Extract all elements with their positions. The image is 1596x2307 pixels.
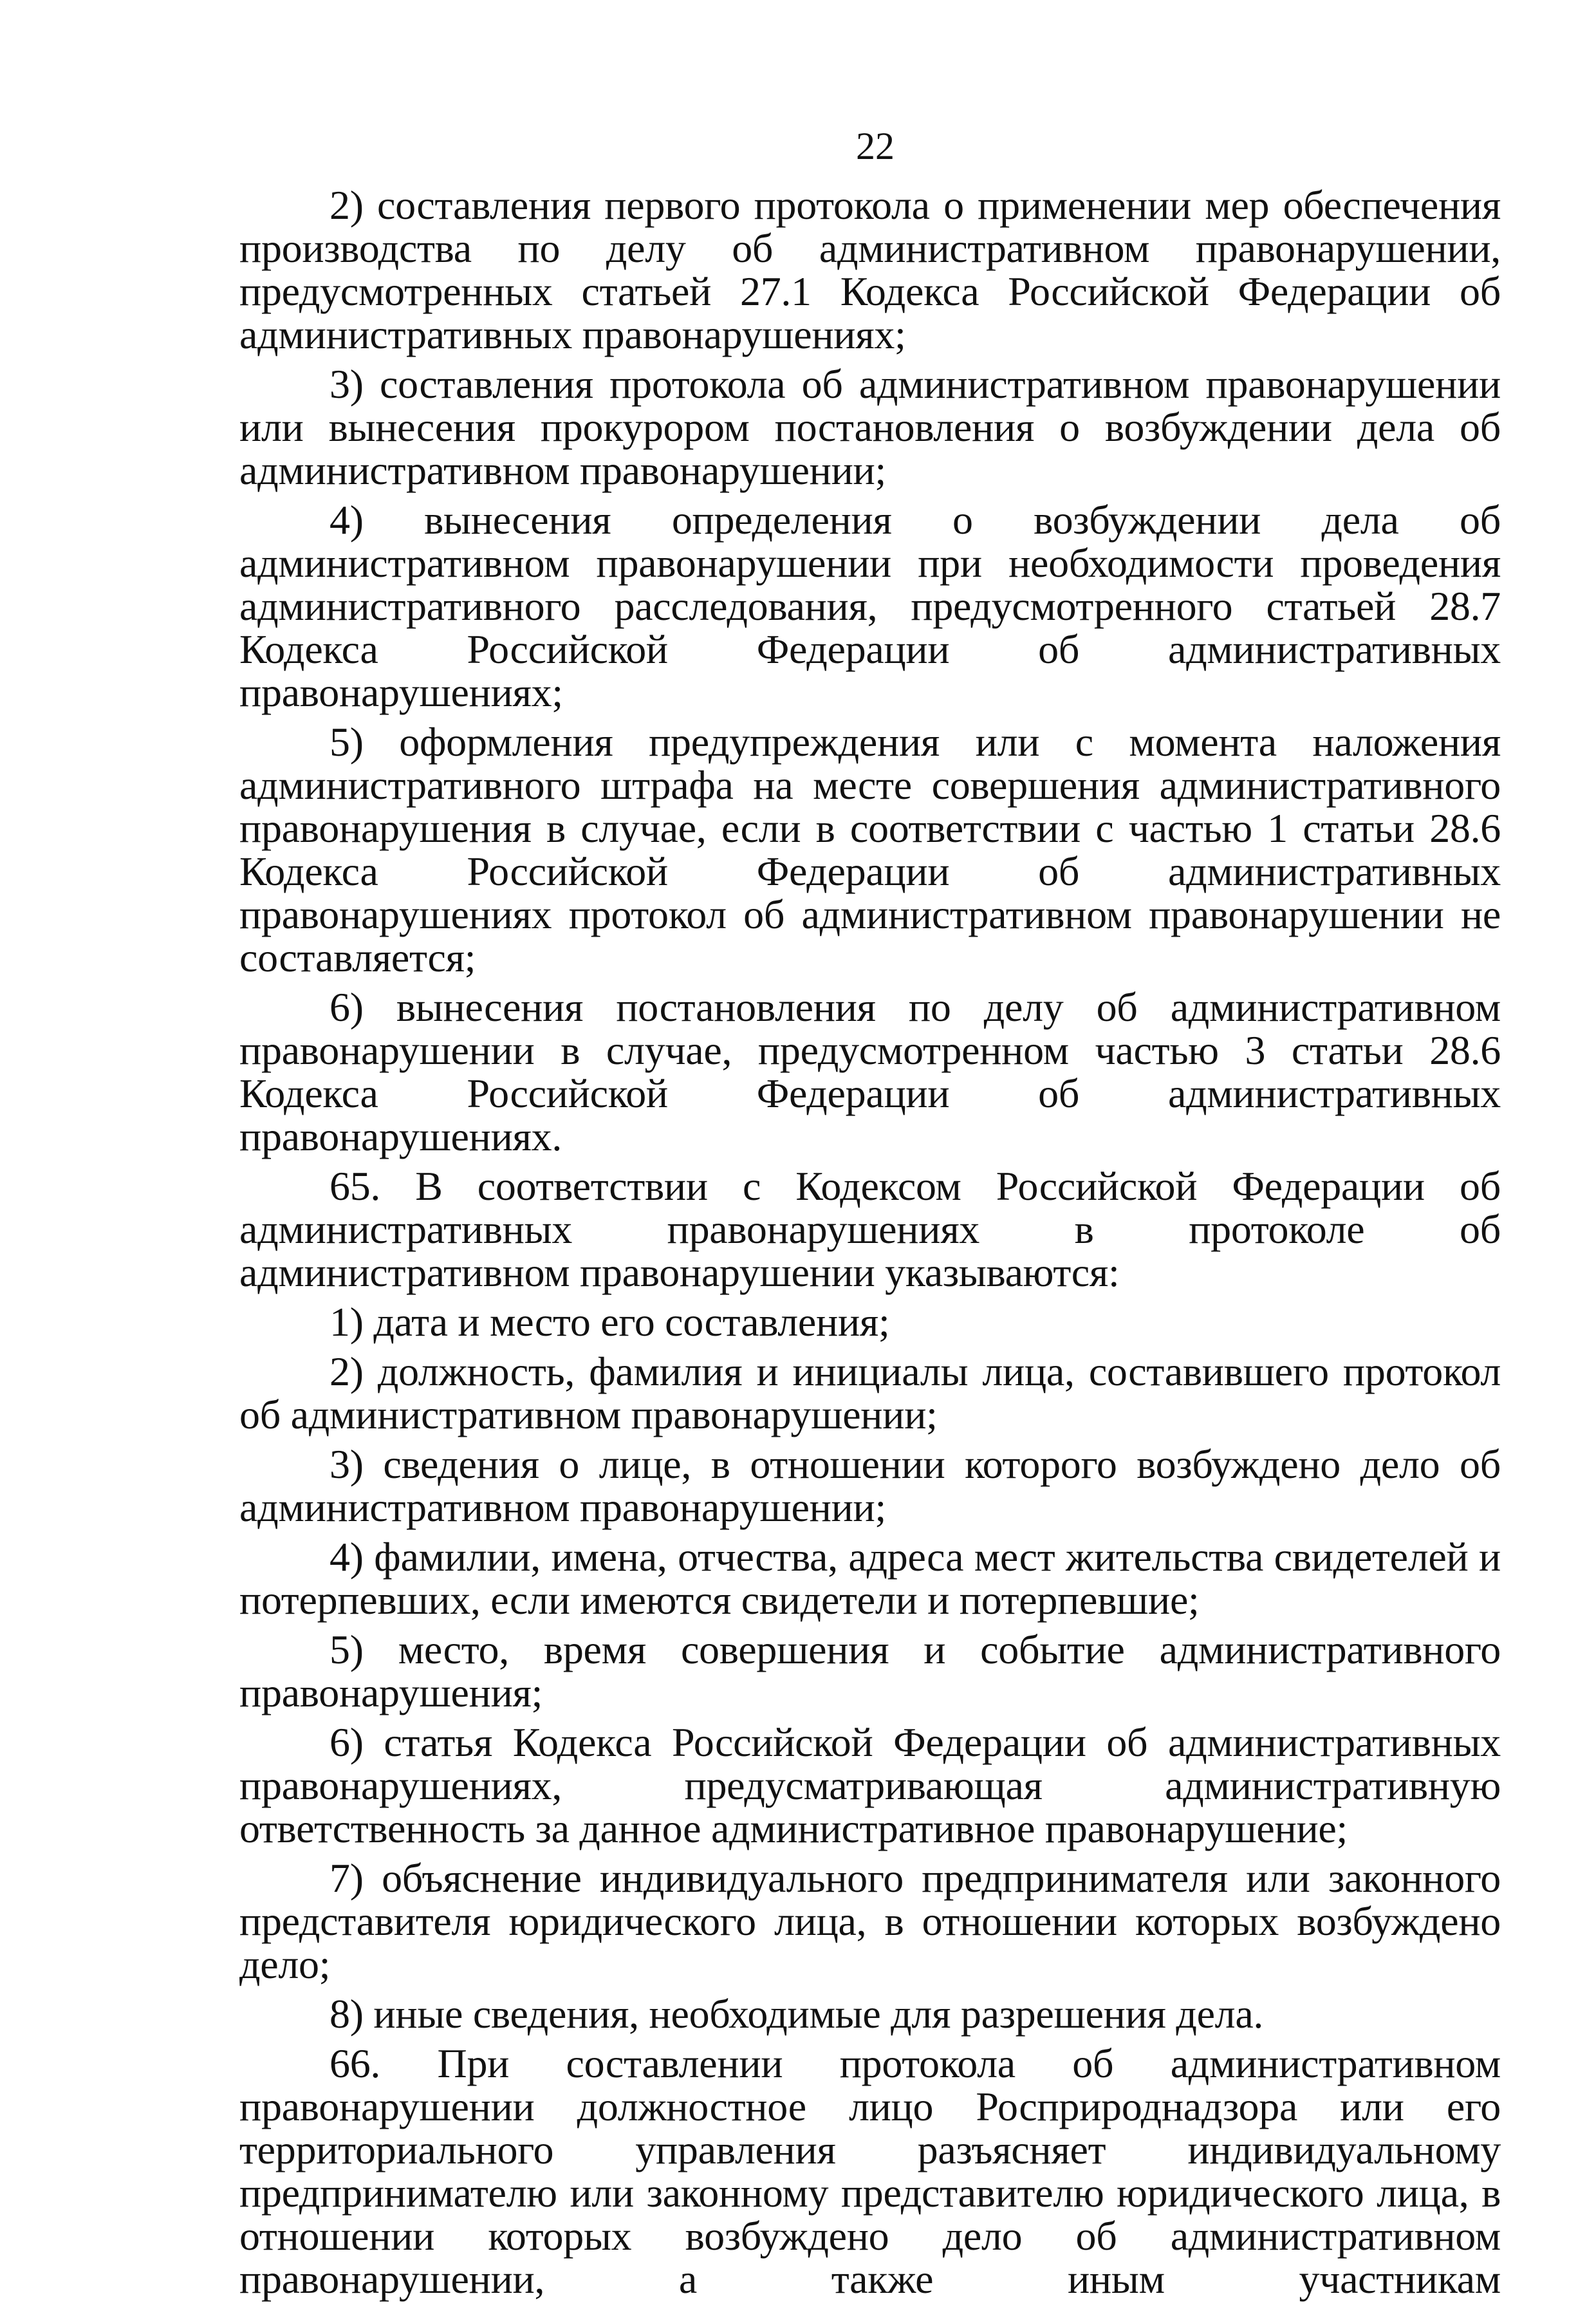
paragraph-65-intro: 65. В соответствии с Кодексом Российской Федерации об административных правонарушениях в протоколе об административном правонарушении указываются: [239,1163,1501,1295]
paragraph-64-item-2: 2) составления первого протокола о применении мер обеспечения производства по делу об административном правонарушении, предусмотренных статьей 27.1 Кодекса Российской Федерации об административных правонарушениях; [239,182,1501,357]
paragraph-64-item-6: 6) вынесения постановления по делу об административном правонарушении в случае, предусмотренном частью 3 статьи 28.6 Кодекса Российской Федерации об административных правонарушениях. [239,984,1501,1159]
paragraph-64-item-3: 3) составления протокола об административном правонарушении или вынесения прокурором постановления о возбуждении дела об административном правонарушении; [239,361,1501,493]
paragraph-64-item-5: 5) оформления предупреждения или с момента наложения административного штрафа на месте совершения административного правонарушения в случае, если в соответствии с частью 1 статьи 28.6 Кодекса Российской Федерации об административных правонарушениях протокол об административном правонарушении не составляется; [239,719,1501,980]
paragraph-65-item-3: 3) сведения о лице, в отношении которого возбуждено дело об административном правонарушении; [239,1441,1501,1530]
document-body [239,183,1501,2307]
page-number: 22 [856,125,895,167]
paragraph-65-item-2: 2) должность, фамилия и инициалы лица, составившего протокол об административном правонарушении; [239,1349,1501,1437]
paragraph-65-item-5: 5) место, время совершения и событие административного правонарушения; [239,1627,1501,1715]
paragraph-64-item-4: 4) вынесения определения о возбуждении дела об административном правонарушении при необходимости проведения административного расследования, предусмотренного статьей 28.7 Кодекса Российской Федерации об административных правонарушениях; [239,497,1501,715]
paragraph-65-item-7: 7) объяснение индивидуального предпринимателя или законного представителя юридического лица, в отношении которых возбуждено дело; [239,1855,1501,1987]
paragraph-66: 66. При составлении протокола об административном правонарушении должностное лицо Росприроднадзора или его территориального управления разъясняет индивидуальному предпринимателю или законному представителю юридического лица, в отношении которых возбуждено дело об административном правонарушении, а также иным участникам [239,2041,1501,2302]
paragraph-65-item-8: 8) иные сведения, необходимые для разрешения дела. [329,1991,1264,2037]
paragraph-65-item-4: 4) фамилии, имена, отчества, адреса мест жительства свидетелей и потерпевших, если имеются свидетели и потерпевшие; [239,1534,1501,1623]
paragraph-65-item-1: 1) дата и место его составления; [329,1299,890,1345]
paragraph-65-item-6: 6) статья Кодекса Российской Федерации об административных правонарушениях, предусматривающая административную ответственность за данное административное правонарушение; [239,1719,1501,1851]
